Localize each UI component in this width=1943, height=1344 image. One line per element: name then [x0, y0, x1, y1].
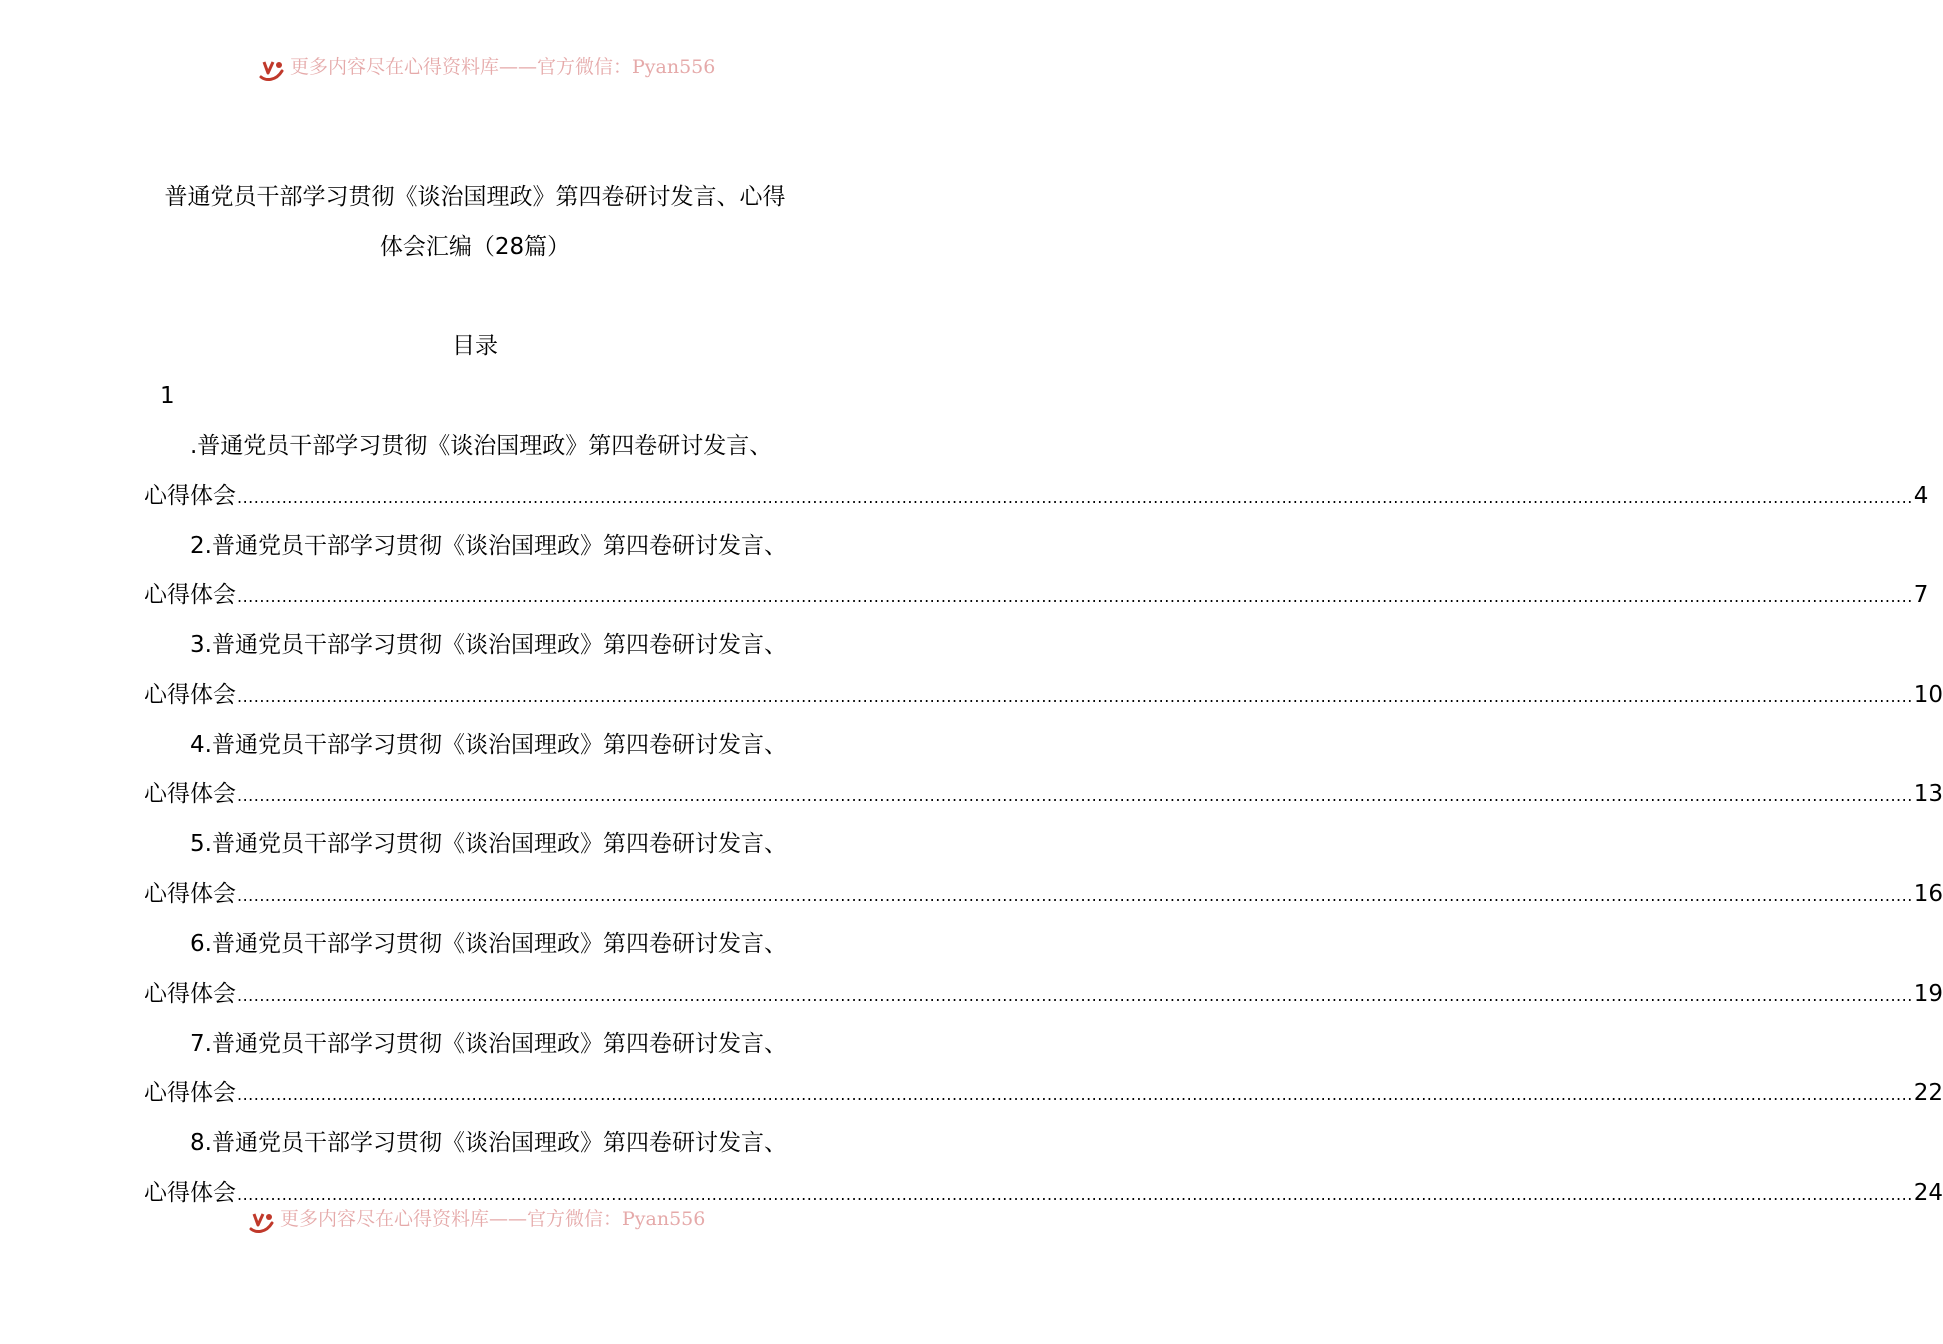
watermark-text: 更多内容尽在心得资料库——官方微信：Pyan556 — [290, 55, 716, 78]
toc-page-number: 19 — [1913, 980, 1943, 1007]
toc-leader-dots: ............................................................................................................................................................................................................................................................................................................ — [237, 885, 1913, 905]
toc-leader-dots: ............................................................................................................................................................................................................................................................................................................ — [237, 487, 1913, 507]
toc-leader-dots: ............................................................................................................................................................................................................................................................................................................ — [237, 985, 1913, 1005]
title-line-2: 体会汇编（28篇） — [379, 234, 571, 260]
toc-entry-text: 心得体会 — [144, 681, 236, 708]
watermark-text: 更多内容尽在心得资料库——官方微信：Pyan556 — [280, 1207, 706, 1230]
toc-entry-continuation[interactable] — [144, 675, 1943, 717]
toc-page-number: 22 — [1913, 1080, 1943, 1107]
watermark-logo-icon — [258, 57, 286, 83]
toc-entry-continuation[interactable] — [144, 575, 1929, 617]
toc-page-number: 10 — [1913, 681, 1943, 708]
toc-leader-dots: ............................................................................................................................................................................................................................................................................................................ — [237, 1085, 1913, 1105]
header-watermark — [258, 56, 715, 84]
toc-entry-title[interactable]: 8.普通党员干部学习贯彻《谈治国理政》第四卷研讨发言、 — [190, 1130, 787, 1157]
document-title — [120, 172, 830, 272]
toc-entry-continuation[interactable] — [144, 774, 1943, 816]
toc-entry-title[interactable]: 3.普通党员干部学习贯彻《谈治国理政》第四卷研讨发言、 — [190, 632, 787, 659]
toc-entry-title[interactable]: 6.普通党员干部学习贯彻《谈治国理政》第四卷研讨发言、 — [190, 931, 787, 957]
toc-entry-text: 心得体会 — [144, 781, 236, 808]
watermark-logo-icon — [248, 1209, 276, 1235]
toc-leader-dots: ............................................................................................................................................................................................................................................................................................................ — [237, 1184, 1913, 1204]
toc-heading: 目录 — [452, 333, 498, 359]
toc-entry-text: 心得体会 — [144, 880, 236, 907]
toc-entry-continuation[interactable] — [144, 476, 1929, 518]
toc-page-number: 13 — [1913, 781, 1943, 808]
title-line-1: 普通党员干部学习贯彻《谈治国理政》第四卷研讨发言、心得 — [164, 184, 786, 210]
footer-watermark — [248, 1208, 705, 1236]
toc-entry-title[interactable]: 5.普通党员干部学习贯彻《谈治国理政》第四卷研讨发言、 — [190, 831, 787, 858]
toc-leader-dots: ............................................................................................................................................................................................................................................................................................................ — [237, 686, 1913, 706]
toc-entry-title[interactable]: 4.普通党员干部学习贯彻《谈治国理政》第四卷研讨发言、 — [190, 731, 787, 758]
toc-page-number: 7 — [1913, 582, 1929, 609]
toc-entry-title[interactable]: 7.普通党员干部学习贯彻《谈治国理政》第四卷研讨发言、 — [190, 1030, 787, 1057]
toc-first-index: 1 — [160, 383, 175, 409]
toc-leader-dots: ............................................................................................................................................................................................................................................................................................................ — [237, 786, 1913, 806]
toc-entry-continuation[interactable] — [144, 974, 1943, 1016]
toc-entry-text: 心得体会 — [144, 1080, 236, 1107]
toc-entry-text: 心得体会 — [144, 1179, 236, 1206]
toc-entry-text: 心得体会 — [144, 582, 236, 609]
toc-entry-continuation[interactable] — [144, 874, 1943, 916]
toc-leader-dots: ............................................................................................................................................................................................................................................................................................................ — [237, 587, 1913, 607]
toc-entry-text: 心得体会 — [144, 980, 236, 1007]
toc-entry-title[interactable]: 2.普通党员干部学习贯彻《谈治国理政》第四卷研讨发言、 — [190, 532, 787, 559]
toc-page-number: 4 — [1913, 482, 1929, 509]
toc-entry-text: 心得体会 — [144, 482, 236, 509]
toc-page-number: 24 — [1913, 1179, 1943, 1206]
toc-page-number: 16 — [1913, 880, 1943, 907]
toc-entry-title[interactable]: .普通党员干部学习贯彻《谈治国理政》第四卷研讨发言、 — [190, 433, 773, 459]
toc-entry-continuation[interactable] — [144, 1073, 1943, 1115]
